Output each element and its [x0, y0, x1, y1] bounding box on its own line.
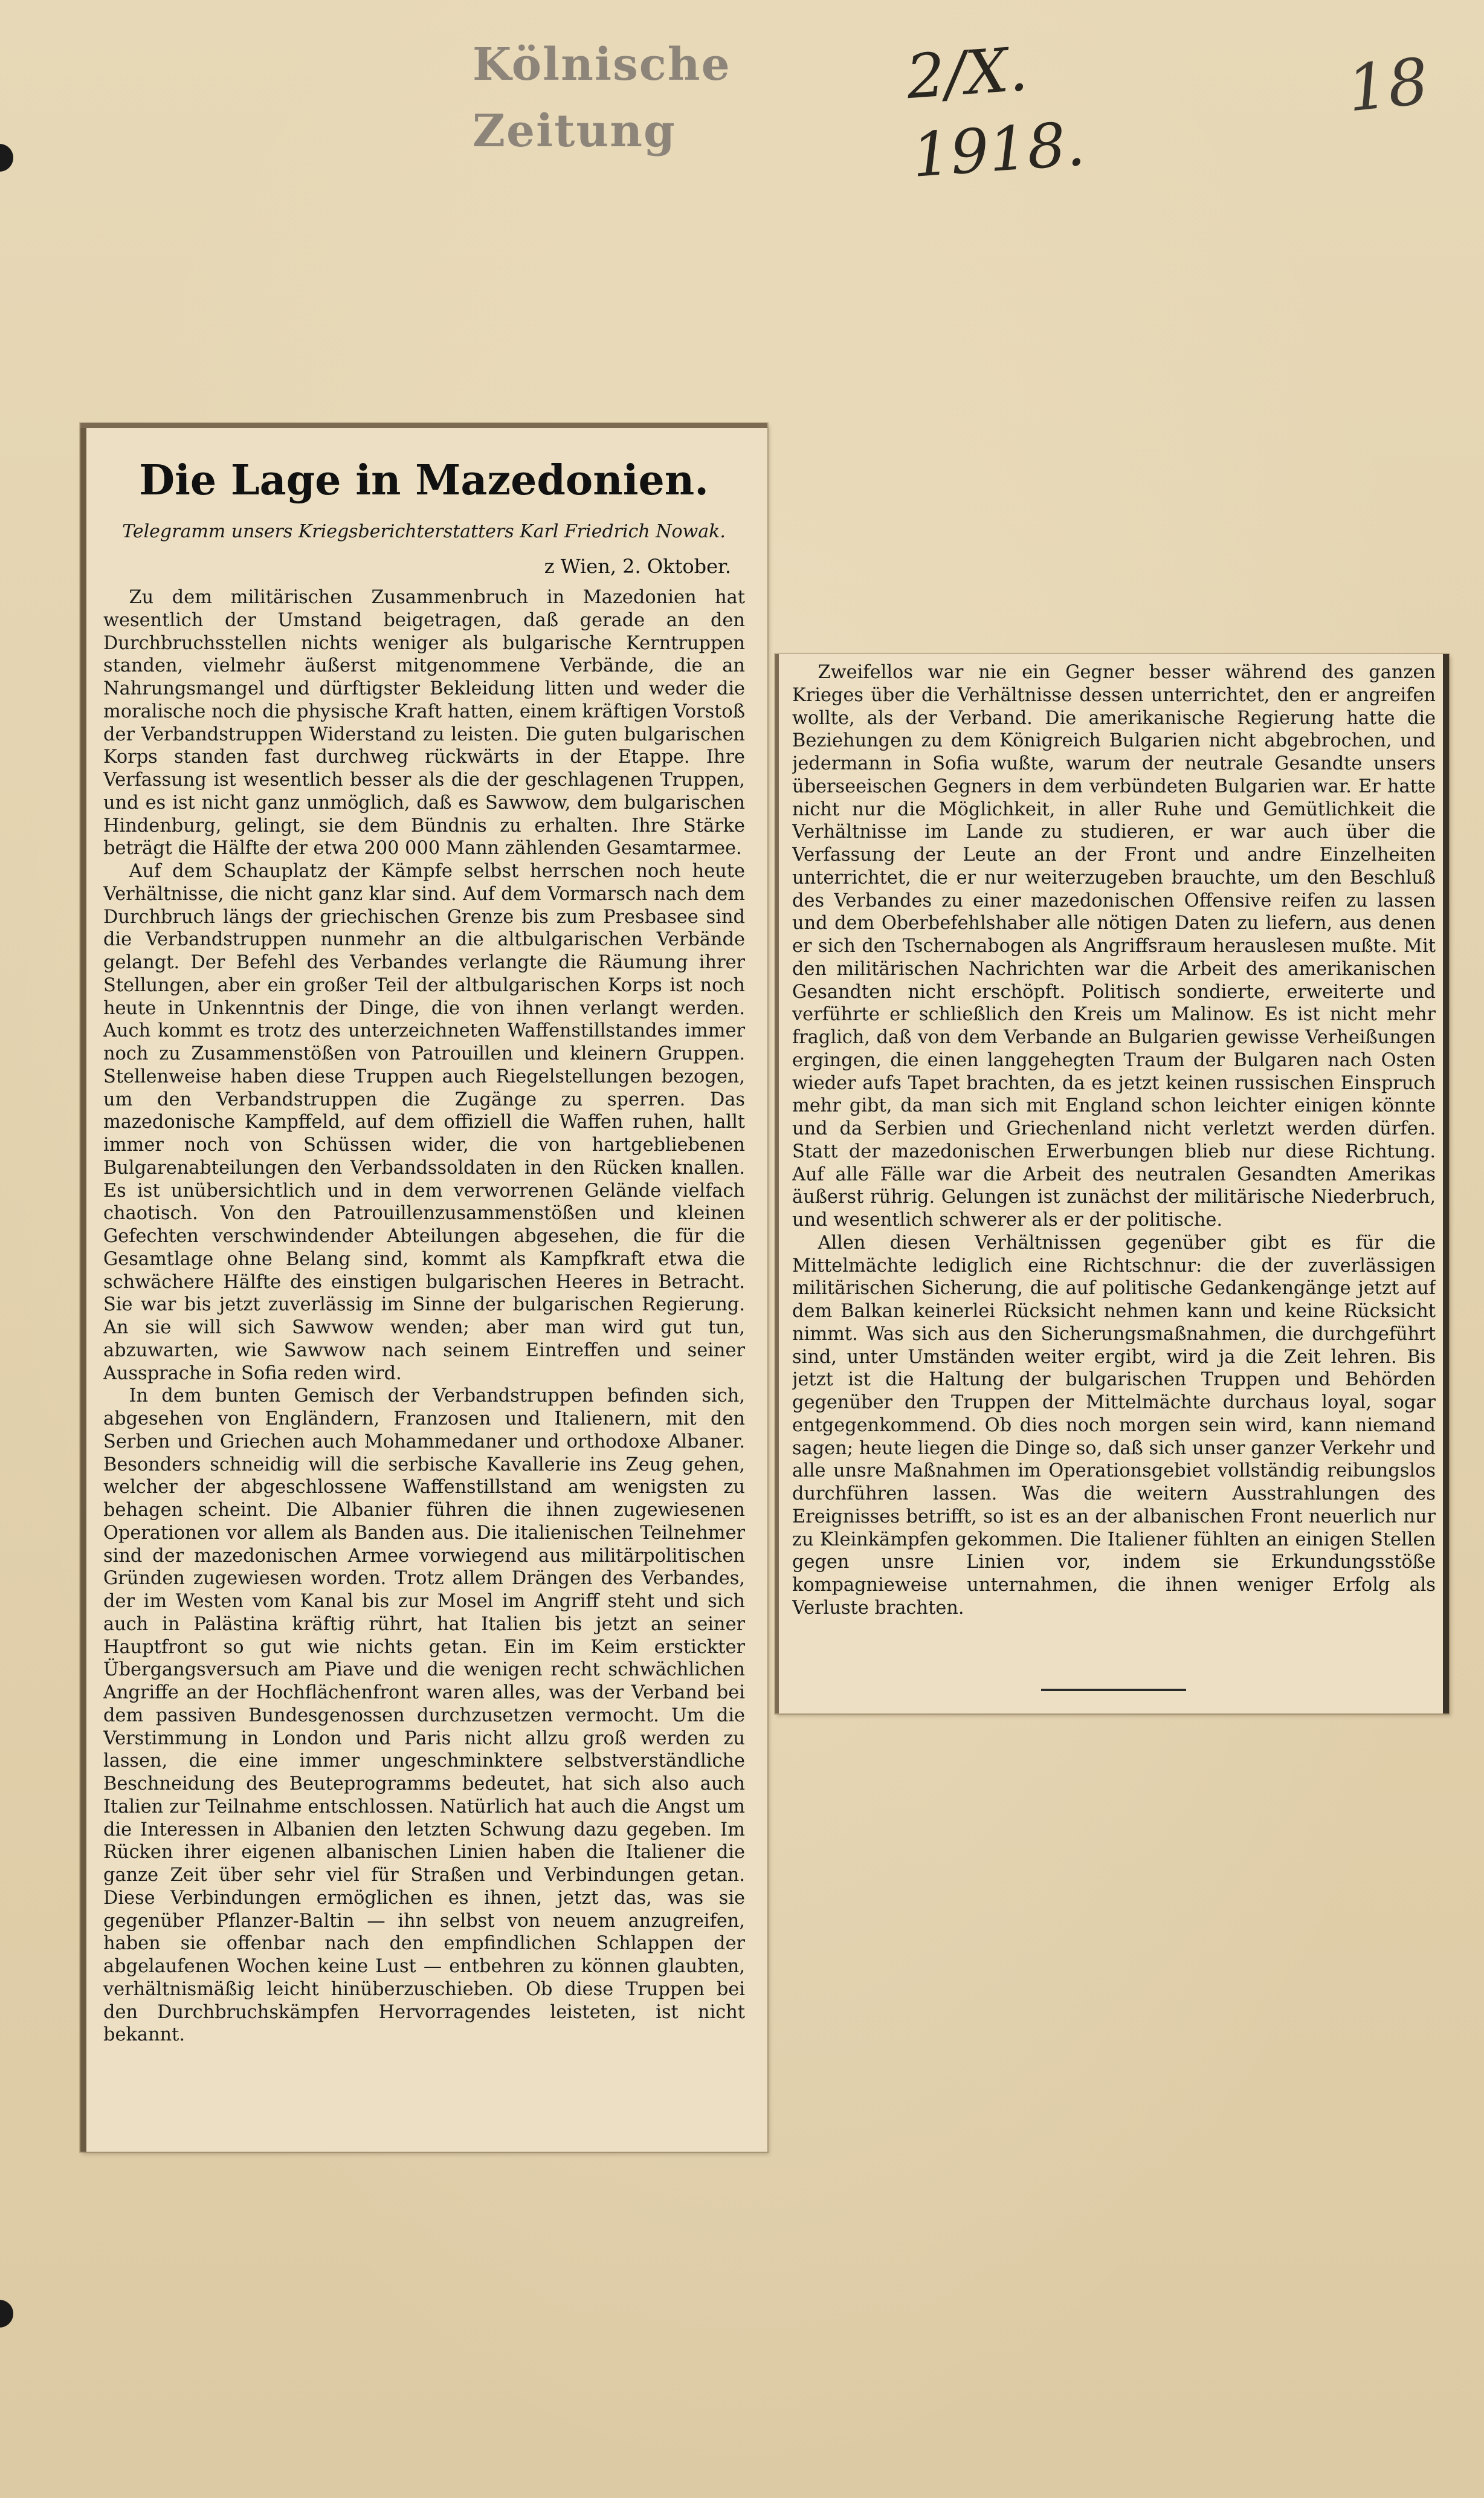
article-paragraph: Zweifellos war nie ein Gegner besser während des ganzen Krieges über die Verhältnisse dessen unterrichtet, den er angreifen wollte, als der Verband. Die amerikanische Regierung hatte die Beziehungen zu dem Königreich Bulgarien nicht abgebrochen, und jedermann in Sofia wußte, warum der neutrale Gesandte unsers überseeischen Gegners in dem verbündeten Bulgarien war. Er hatte nicht nur die Möglichkeit, in aller Ruhe und Gemütlichkeit die Verhältnisse im Lande zu studieren, er war auch über die Verfassung der Leute an der Front und andre Einzelheiten unterrichtet, die er nur weiterzugeben brauchte, um den Beschluß des Verbandes zu einer mazedonischen Offensive reifen zu lassen und dem Oberbefehlshaber alle nötigen Daten zu liefern, aus denen er sich den Tschernabogen als Angriffsraum herauslesen mußte. Mit den militärischen Nachrichten war die Arbeit des amerikanischen Gesandten nicht erschöpft. Politisch sondierte, erweiterte und verführte er schließlich den Kreis um Malinow. Es ist nicht mehr fraglich, daß von dem Verbande an Bulgarien gewisse Verheißungen ergingen, die einen langgehegten Traum der Bulgaren nach Osten wieder aufs Tapet brachten, da es jetzt keinen russischen Einspruch mehr gibt, da man sich mit England schon leichter einigen könnte und da Serbien und Griechenland nicht verletzt werden dürfen. Statt der mazedonischen Erwerbungen blieb nur diese Richtung. Auf alle Fälle war die Arbeit des neutralen Gesandten Amerikas äußerst rührig. Gelungen ist zunächst der militärische Niederbruch, und wesentlich schwerer als er der politische. [792, 662, 1436, 1231]
clipping-edge [1443, 654, 1449, 1713]
article-subheadline: Telegramm unsers Kriegsberichterstatters Karl Friedrich Nowak. [122, 521, 726, 542]
article-body-right [792, 661, 1436, 1683]
article-body-left [103, 586, 745, 2137]
binding-holes [0, 0, 24, 2498]
clipping-right-column [775, 654, 1449, 1713]
punch-hole [0, 144, 13, 172]
clipping-left-column [80, 423, 767, 2152]
article-dateline: z Wien, 2. Oktober. [544, 555, 731, 578]
article-headline: Die Lage in Mazedonien. [139, 456, 709, 505]
clipping-edge [775, 654, 779, 1713]
clipping-edge [80, 423, 86, 2152]
article-paragraph: Auf dem Schauplatz der Kämpfe selbst herrschen noch heute Verhältnisse, die nicht ganz klar sind. Auf dem Vormarsch nach dem Durchbruch längs der griechischen Grenze bis zum Presbasee sind die Verbandstruppen nunmehr an die altbulgarischen Verbände gelangt. Der Befehl des Verbandes verlangte die Räumung ihrer Stellungen, aber ein großer Teil der altbulgarischen Korps ist noch heute in Unkenntnis der Dinge, die von ihnen verlangt werden. Auch kommt es trotz des unterzeichneten Waffenstillstandes immer noch zu Zusammenstößen von Patrouillen und kleinern Gruppen. Stellenweise haben diese Truppen auch Riegelstellungen bezogen, um den Verbandstruppen die Zugänge zu sperren. Das mazedonische Kampffeld, auf dem offiziell die Waffen ruhen, hallt immer noch von Schüssen wider, die von hartgebliebenen Bulgarenabteilungen den Verbandssoldaten in den Rücken knallen. Es ist unübersichtlich und in dem verworrenen Gelände vielfach chaotisch. Von den Patrouillenzusammenstößen und kleinen Gefechten verschwindender Abteilungen abgesehen, die für die Gesamtlage ohne Belang sind, kommt als Kampfkraft etwa die schwächere Hälfte des einstigen bulgarischen Heeres in Betracht. Sie war bis jetzt zuverlässig im Sinne der bulgarischen Regierung. An sie will sich Sawwow wenden; aber man wird gut tun, abzuwarten, wie Sawwow nach seinem Eintreffen und seiner Aussprache in Sofia reden wird. [103, 861, 745, 1384]
handwritten-page-number: 18 [1344, 44, 1432, 126]
article-paragraph: Allen diesen Verhältnissen gegenüber gibt es für die Mittelmächte lediglich eine Richtschnur: die der zuverlässigen militärischen Sicherung, die auf politische Gedankengänge jetzt auf dem Balkan keinerlei Rücksicht nehmen kann und keine Rücksicht nimmt. Was sich aus den Sicherungsmaßnahmen, die durchgeführt sind, unter Umständen weiter ergibt, wird ja die Zeit lehren. Bis jetzt ist die Haltung der bulgarischen Truppen und Behörden gegenüber den Truppen der Mittelmächte durchaus loyal, sogar entgegenkommend. Ob dies noch morgen sein wird, kann niemand sagen; heute liegen die Dinge so, daß sich unser ganzer Verkehr und alle unsre Maßnahmen im Operationsgebiet vollständig reibungslos durchführen lassen. Was die weitern Ausstrahlungen des Ereignisses betrifft, so ist es an der albanischen Front neuerlich nur zu Kleinkämpfen gekommen. Die Italiener fühlten an einigen Stellen gegen unsre Linien vor, indem sie Erkundungsstöße kompagnieweise unternahmen, die ihnen weniger Erfolg als Verluste brachten. [792, 1232, 1436, 1619]
end-rule [1041, 1689, 1186, 1691]
article-paragraph: In dem bunten Gemisch der Verbandstruppen befinden sich, abgesehen von Engländern, Franzosen und Italienern, mit den Serben und Griechen auch Mohammedaner und orthodoxe Albaner. Besonders schneidig will die serbische Kavallerie ins Zeug gehen, welcher der abgeschlossene Waffenstillstand am wenigsten zu behagen scheint. Die Albanier führen die ihnen zugewiesenen Operationen vor allem als Banden aus. Die italienischen Teilnehmer sind der mazedonischen Armee vorwiegend aus militärpolitischen Gründen zugewiesen worden. Trotz allem Drängen des Verbandes, der im Westen vom Kanal bis zur Mosel im Angriff steht und sich auch in Palästina kräftig rührt, hat Italien bis jetzt an seiner Hauptfront so gut wie nichts getan. Ein im Keim erstickter Übergangsversuch am Piave und die wenigen recht schwächlichen Angriffe an der Hochflächenfront waren alles, was der Verband bei dem passiven Bundesgenossen durchzusetzen vermocht. Um die Verstimmung in London und Paris nicht allzu groß werden zu lassen, die eine immer ungeschminktere selbstverständliche Beschneidung des Beuteprogramms bedeutet, hat sich also auch Italien zur Teilnahme entschlossen. Natürlich hat auch die Angst um die Interessen in Albanien den letzten Schwung dazu gegeben. Im Rücken ihrer eigenen albanischen Linien haben die Italiener die ganze Zeit über sehr viel für Straßen und Verbindungen getan. Diese Verbindungen ermöglichen es ihnen, jetzt das, was sie gegenüber Pflanzer-Baltin — ihn selbst von neuem anzugreifen, haben sie offenbar nach den empfindlichen Schlappen der abgelaufenen Wochen keine Lust — entbehren zu können glaubten, verhältnismäßig leicht hinüberzuschieben. Ob diese Truppen bei den Durchbruchskämpfen Hervorragendes leisteten, ist nicht bekannt. [103, 1385, 745, 2046]
article-paragraph: Zu dem militärischen Zusammenbruch in Mazedonien hat wesentlich der Umstand beigetragen, daß gerade an den Durchbruchsstellen nichts weniger als bulgarische Kerntruppen standen, vielmehr äußerst mitgenommene Verbände, die an Nahrungsmangel und dürftigster Bekleidung litten und weder die moralische noch die physische Kraft hatten, einem kräftigen Vorstoß der Verbandstruppen Widerstand zu leisten. Die guten bulgarischen Korps standen fast durchweg rückwärts in der Etappe. Ihre Verfassung ist wesentlich besser als die der geschlagenen Truppen, und es ist nicht ganz unmöglich, daß es Sawwow, dem bulgarischen Hindenburg, gelingt, sie dem Bündnis zu erhalten. Ihre Stärke beträgt die Hälfte der etwa 200 000 Mann zählenden Gesamtarmee. [103, 587, 745, 859]
clipping-edge [80, 423, 767, 428]
handwritten-date: 2/X. 1918. [904, 33, 1088, 191]
newspaper-masthead: Kölnische Zeitung [473, 39, 731, 157]
punch-hole [0, 2300, 13, 2328]
